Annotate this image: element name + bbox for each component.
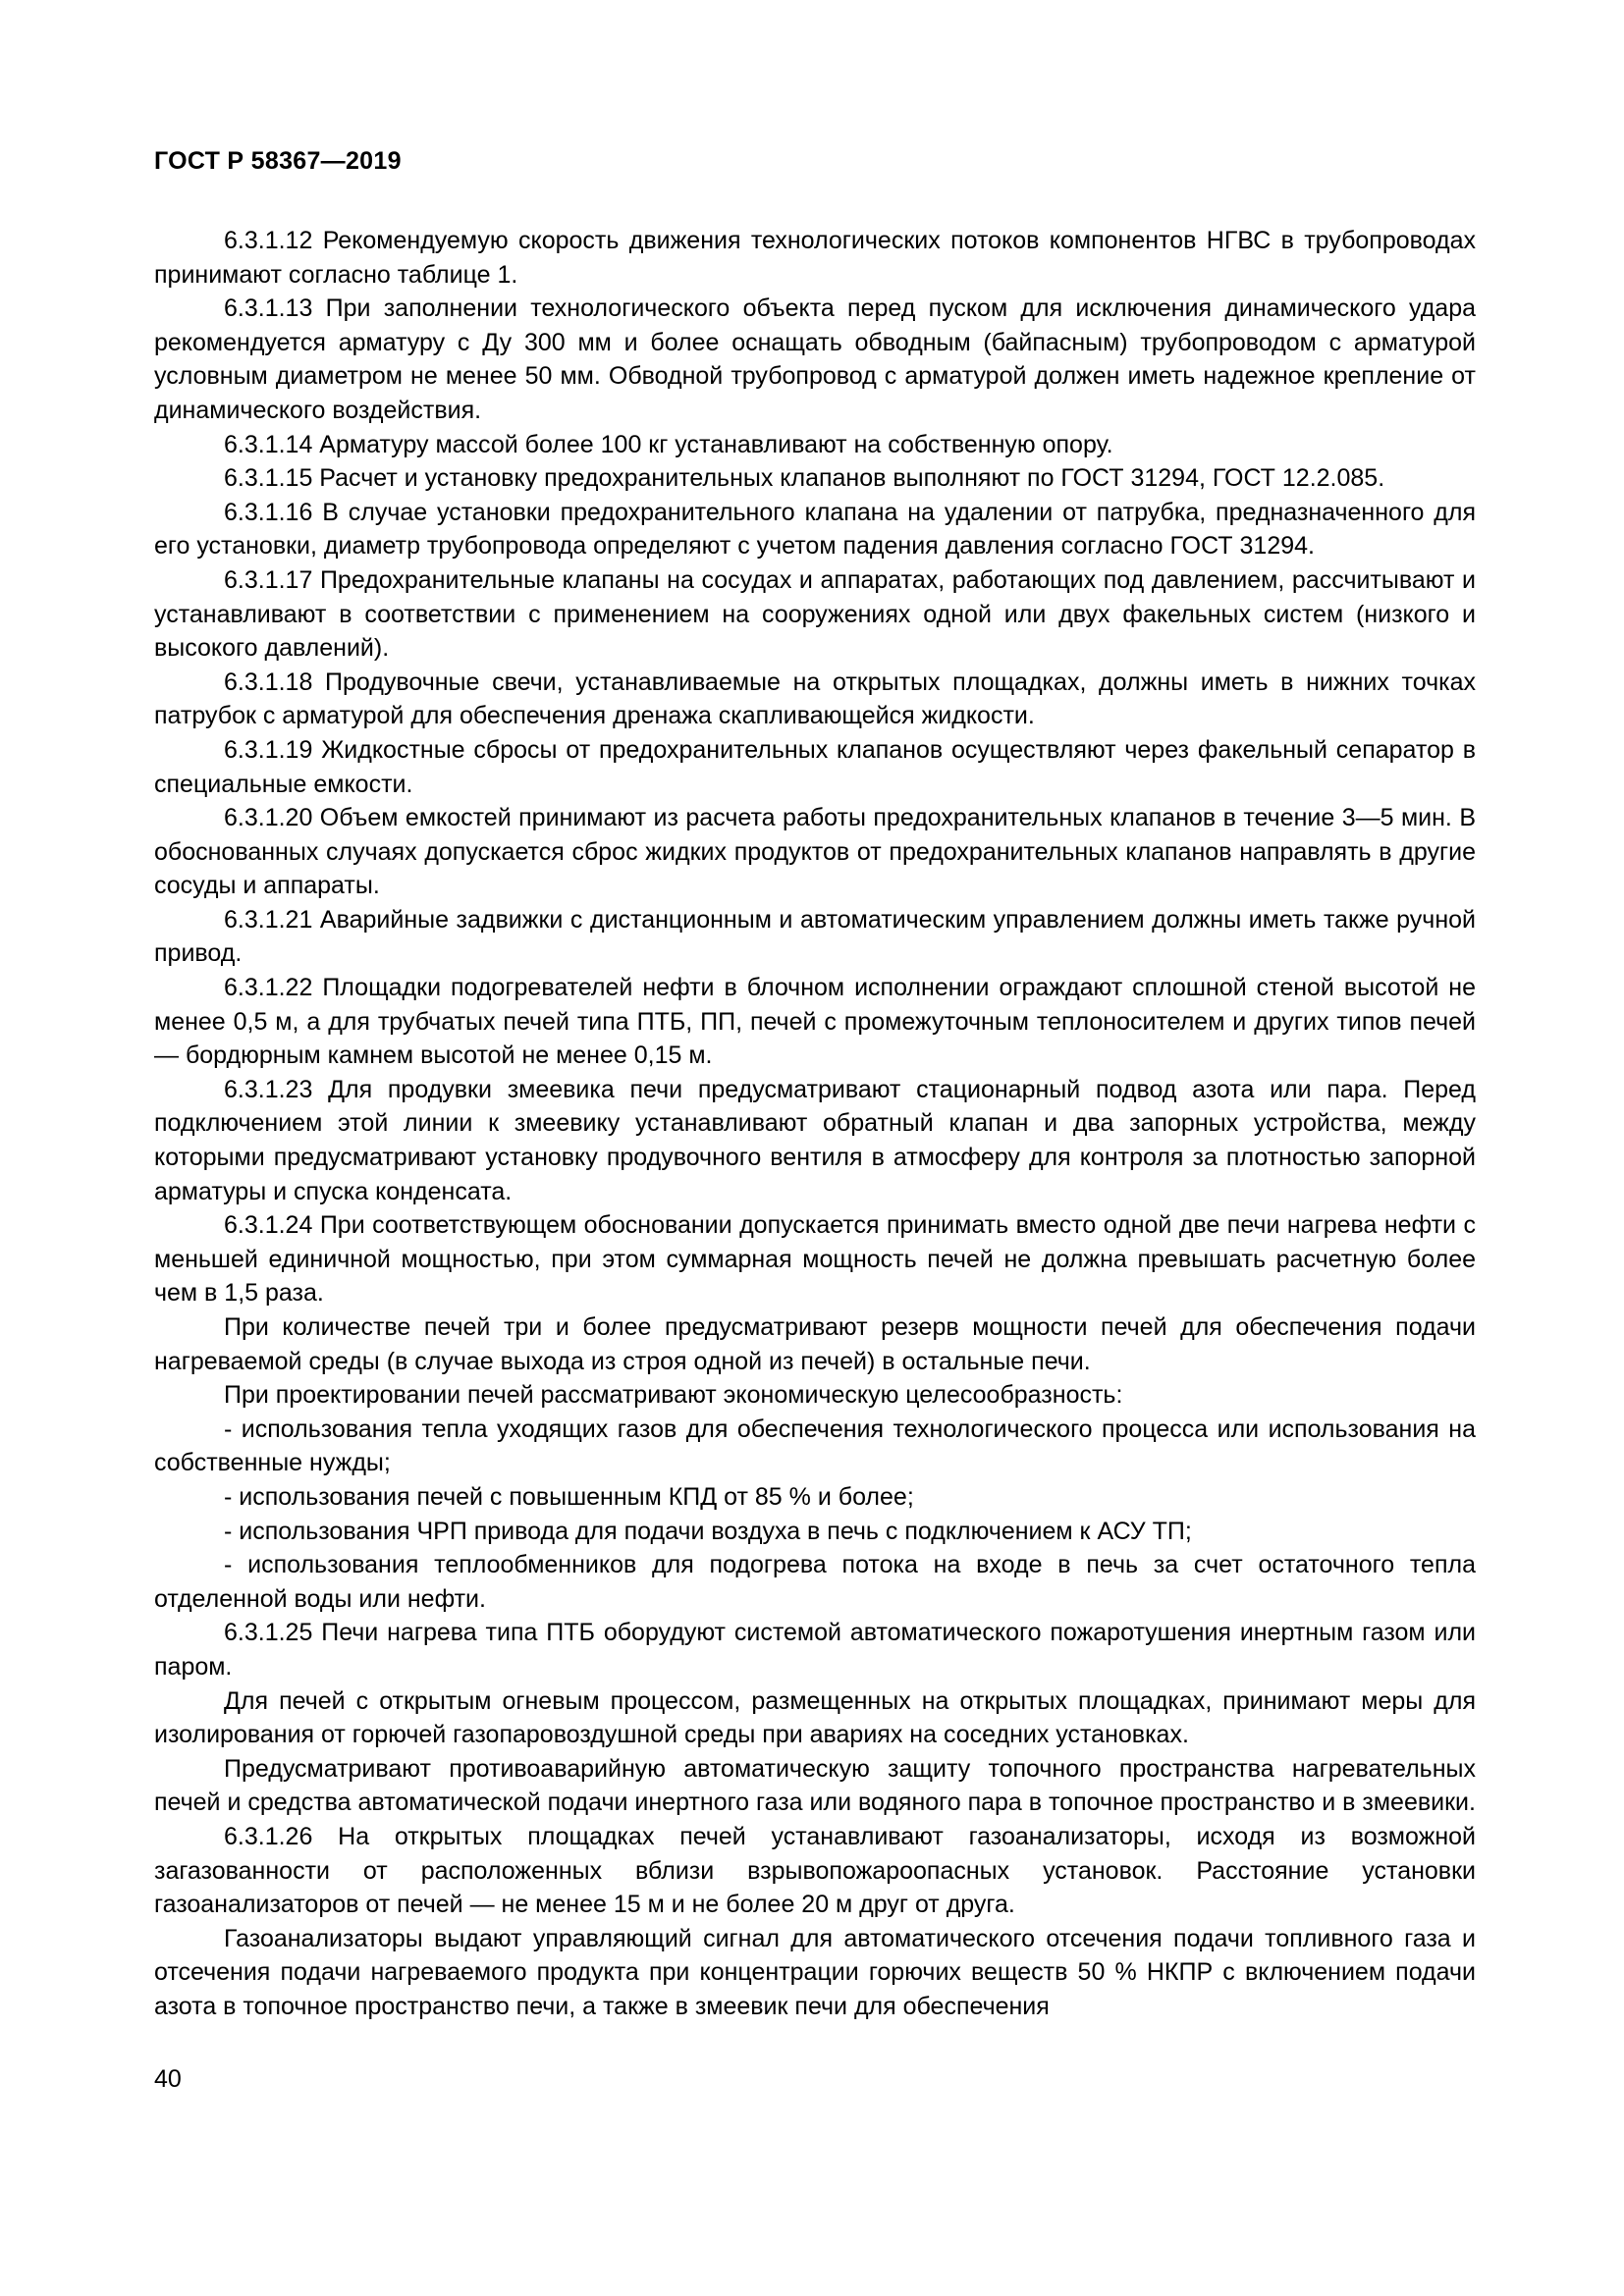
list-item-high-efficiency: - использования печей с повышенным КПД от 85 % и более; bbox=[224, 1482, 914, 1511]
paragraph-6-3-1-16: 6.3.1.16 В случае установки предохранительного клапана на удалении от патрубка, предназначенного для его установки, диаметр трубопровода определяют с учетом падения давления согласно ГОСТ 31294. bbox=[154, 498, 1476, 561]
list-item-flue-gas-heat: - использования тепла уходящих газов для обеспечения технологического процесса или использования на собственные нужды; bbox=[154, 1415, 1476, 1477]
document-code-header: ГОСТ Р 58367—2019 bbox=[154, 147, 402, 175]
list-item-heat-exchangers: - использования теплообменников для подогрева потока на входе в печь за счет остаточного тепла отделенной воды или нефти. bbox=[154, 1551, 1476, 1613]
paragraph-6-3-1-13: 6.3.1.13 При заполнении технологического объекта перед пуском для исключения динамического удара рекомендуется арматуру с Ду 300 мм и более оснащать обводным (байпасным) трубопроводом с арматурой условным диаметром не менее 50 мм. Обводной трубопровод с арматурой должен иметь надежное крепление от динамического воздействия. bbox=[154, 294, 1476, 424]
paragraph-6-3-1-12: 6.3.1.12 Рекомендуемую скорость движения технологических потоков компонентов НГВС в трубопроводах принимают согласно таблице 1. bbox=[154, 227, 1476, 289]
paragraph-6-3-1-17: 6.3.1.17 Предохранительные клапаны на сосудах и аппаратах, работающих под давлением, рассчитывают и устанавливают в соответствии с применением на сооружениях одной или двух факельных систем (низкого и высокого давлений). bbox=[154, 565, 1476, 663]
list-item-vfd-drive: - использования ЧРП привода для подачи воздуха в печь с подключением к АСУ ТП; bbox=[224, 1517, 1192, 1545]
paragraph-reserve-capacity: При количестве печей три и более предусматривают резерв мощности печей для обеспечения подачи нагреваемой среды (в случае выхода из строя одной из печей) в остальные печи. bbox=[154, 1313, 1476, 1375]
paragraph-6-3-1-19: 6.3.1.19 Жидкостные сбросы от предохранительных клапанов осуществляют через факельный сепаратор в специальные емкости. bbox=[154, 735, 1476, 798]
paragraph-6-3-1-23: 6.3.1.23 Для продувки змеевика печи предусматривают стационарный подвод азота или пара. Перед подключением этой линии к змеевику устанавливают обратный клапан и два запорных устройства, между которыми предусматривают установку продувочного вентиля в атмосферу для контроля за плотностью запорной арматуры и спуска конденсата. bbox=[154, 1075, 1476, 1205]
paragraph-economic-feasibility: При проектировании печей рассматривают экономическую целесообразность: bbox=[224, 1381, 1123, 1410]
paragraph-6-3-1-24: 6.3.1.24 При соответствующем обосновании допускается принимать вместо одной две печи нагрева нефти с меньшей единичной мощностью, при этом суммарная мощность печей не должна превышать расчетную более чем в 1,5 раза. bbox=[154, 1211, 1476, 1308]
page-number: 40 bbox=[154, 2065, 182, 2093]
paragraph-6-3-1-26: 6.3.1.26 На открытых площадках печей устанавливают газоанализаторы, исходя из возможной загазованности от расположенных вблизи взрывопожароопасных установок. Расстояние установки газоанализаторов от печей — не менее 15 м и не более 20 м друг от друга. bbox=[154, 1822, 1476, 1919]
paragraph-6-3-1-15: 6.3.1.15 Расчет и установку предохранительных клапанов выполняют по ГОСТ 31294, ГОСТ 12.2.085. bbox=[224, 464, 1385, 493]
paragraph-emergency-protection: Предусматривают противоаварийную автоматическую защиту топочного пространства нагревательных печей и средства автоматической подачи инертного газа или водяного пара в топочное пространство и в змеевики. bbox=[154, 1754, 1476, 1817]
paragraph-6-3-1-14: 6.3.1.14 Арматуру массой более 100 кг устанавливают на собственную опору. bbox=[224, 430, 1113, 458]
paragraph-6-3-1-18: 6.3.1.18 Продувочные свечи, устанавливаемые на открытых площадках, должны иметь в нижних точках патрубок с арматурой для обеспечения дренажа скапливающейся жидкости. bbox=[154, 667, 1476, 730]
paragraph-6-3-1-21: 6.3.1.21 Аварийные задвижки с дистанционным и автоматическим управлением должны иметь также ручной привод. bbox=[154, 905, 1476, 968]
paragraph-gas-analyzers-signal: Газоанализаторы выдают управляющий сигнал для автоматического отсечения подачи топливного газа и отсечения подачи нагреваемого продукта при концентрации горючих веществ 50 % НКПР с включением подачи азота в топочное пространство печи, а также в змеевик печи для обеспечения bbox=[154, 1924, 1476, 2020]
paragraph-6-3-1-25: 6.3.1.25 Печи нагрева типа ПТБ оборудуют системой автоматического пожаротушения инертным газом или паром. bbox=[154, 1619, 1476, 1681]
paragraph-6-3-1-22: 6.3.1.22 Площадки подогревателей нефти в блочном исполнении ограждают сплошной стеной высотой не менее 0,5 м, а для трубчатых печей типа ПТБ, ПП, печей с промежуточным теплоносителем и других типов печей — бордюрным камнем высотой не менее 0,15 м. bbox=[154, 974, 1476, 1070]
document-body bbox=[154, 224, 1476, 2023]
paragraph-open-fire-furnaces: Для печей с открытым огневым процессом, размещенных на открытых площадках, принимают меры для изолирования от горючей газопаровоздушной среды при авариях на соседних установках. bbox=[154, 1686, 1476, 1749]
paragraph-6-3-1-20: 6.3.1.20 Объем емкостей принимают из расчета работы предохранительных клапанов в течение 3—5 мин. В обоснованных случаях допускается сброс жидких продуктов от предохранительных клапанов направлять в другие сосуды и аппараты. bbox=[154, 804, 1476, 900]
